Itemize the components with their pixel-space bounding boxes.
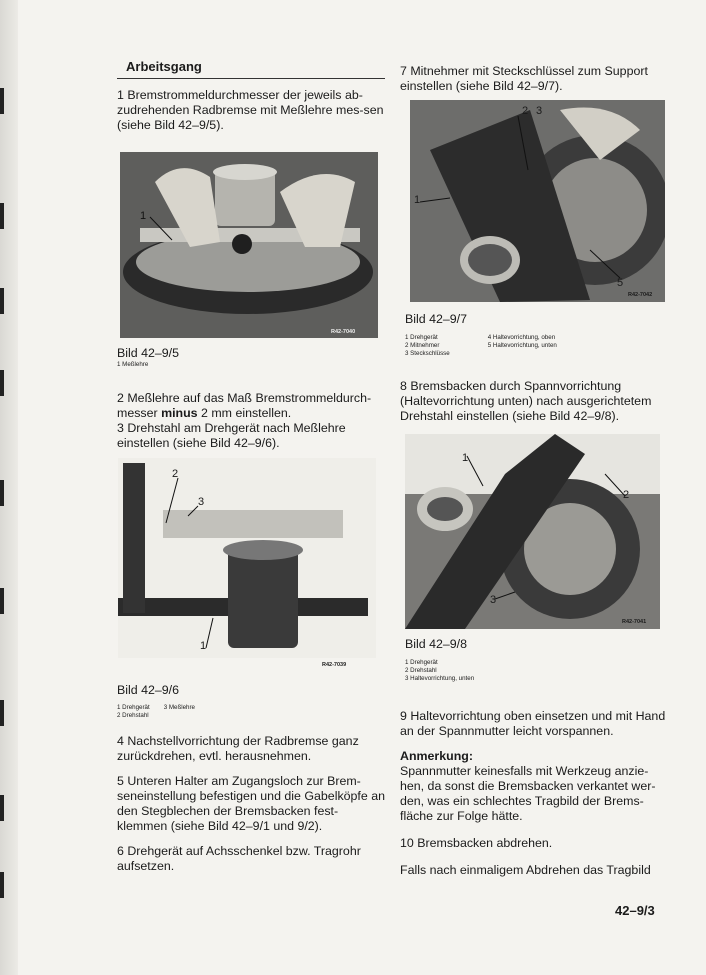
legend-item: 5 Haltevorrichtung, unten bbox=[487, 342, 557, 349]
steps-4-6 bbox=[117, 734, 385, 874]
note-title: Anmerkung: bbox=[400, 749, 473, 763]
callout-label: 3 bbox=[198, 496, 205, 508]
step-text: Unteren Halter am Zugangsloch zur Brem-seneinstellung befestigen und die Gabelköpfe an den Stegblechen der Bremsbacken fest-klemmen (siehe Bild 42–9/1 und 9/2). bbox=[117, 774, 385, 833]
punch-hole bbox=[0, 88, 4, 114]
step-1 bbox=[117, 88, 385, 133]
figure-caption: Bild 42–9/7 bbox=[405, 312, 468, 326]
step-text: Meßlehre auf das Maß Bremstrommeldurch-messer bbox=[117, 391, 372, 420]
step-text: Drehgerät auf Achsschenkel bzw. Tragrohr aufsetzen. bbox=[117, 844, 361, 873]
callout-label: 1 bbox=[414, 194, 421, 206]
page-binding-edge bbox=[0, 0, 18, 975]
callout-label: 3 bbox=[536, 105, 543, 117]
continuation-text: Falls nach einmaligem Abdrehen das Tragbild bbox=[400, 863, 651, 877]
step-number: 10 bbox=[400, 836, 414, 850]
step-text: 2 mm einstellen. bbox=[201, 406, 292, 420]
step-text: Mitnehmer mit Steckschlüssel zum Support einstellen (siehe Bild 42–9/7). bbox=[400, 64, 648, 93]
step-number: 6 bbox=[117, 844, 124, 858]
callout-label: 1 bbox=[200, 640, 207, 652]
step-text: Haltevorrichtung oben einsetzen und mit Hand an der Spannmutter leicht vorspannen. bbox=[400, 709, 666, 738]
step-number: 7 bbox=[400, 64, 407, 78]
figure-code: R42-7039 bbox=[322, 662, 347, 668]
punch-hole bbox=[0, 588, 4, 614]
figure-caption: Bild 42–9/5 bbox=[117, 346, 180, 360]
callout-label: 1 bbox=[140, 210, 147, 222]
heading-rule bbox=[117, 78, 385, 79]
step-8 bbox=[400, 379, 672, 424]
legend-item: 1 Drehgerät bbox=[117, 704, 150, 711]
legend-item: 3 Haltevorrichtung, unten bbox=[405, 675, 475, 682]
step-9-and-note bbox=[400, 709, 672, 878]
step-number: 3 bbox=[117, 421, 124, 435]
legend-item: 1 Drehgerät bbox=[405, 334, 438, 341]
legend-item: 1 Meßlehre bbox=[117, 361, 149, 368]
callout-label: 2 bbox=[172, 468, 179, 480]
section-heading: Arbeitsgang bbox=[126, 59, 202, 74]
figure-caption: Bild 42–9/6 bbox=[117, 683, 180, 697]
step-number: 1 bbox=[117, 88, 124, 102]
photo-bild-42-9-6 bbox=[118, 458, 376, 658]
step-7 bbox=[400, 64, 672, 94]
page-number: 42–9/3 bbox=[615, 903, 655, 918]
step-number: 8 bbox=[400, 379, 407, 393]
punch-hole bbox=[0, 203, 4, 229]
step-text: Bremsbacken durch Spannvorrichtung (Haltevorrichtung unten) nach ausgerichtetem Drehstahl einstellen (siehe Bild 42–9/8). bbox=[400, 379, 652, 423]
legend-item: 1 Drehgerät bbox=[405, 659, 438, 666]
legend-item: 4 Haltevorrichtung, oben bbox=[487, 334, 556, 341]
step-text: Bremstrommeldurchmesser der jeweils ab-zudrehenden Radbremse mit Meßlehre mes-sen (siehe Bild 42–9/5). bbox=[117, 88, 384, 132]
figure-code: R42-7042 bbox=[628, 292, 653, 298]
punch-hole bbox=[0, 480, 4, 506]
punch-hole bbox=[0, 795, 4, 821]
step-number: 5 bbox=[117, 774, 124, 788]
photo-bild-42-9-8 bbox=[405, 434, 660, 629]
legend-item: 3 Steckschlüsse bbox=[405, 350, 450, 357]
callout-label: 3 bbox=[490, 594, 497, 606]
punch-hole bbox=[0, 288, 4, 314]
figure-legend bbox=[117, 704, 277, 720]
figure-caption: Bild 42–9/8 bbox=[405, 637, 468, 651]
note-text: Spannmutter keinesfalls mit Werkzeug anzie-hen, da sonst die Bremsbacken verkantet wer-den, was ein schlechtes Tragbild der Brems-fläche zur Folge hätte. bbox=[400, 764, 656, 823]
punch-hole bbox=[0, 370, 4, 396]
figure-legend bbox=[117, 361, 148, 369]
callout-label: 2 bbox=[623, 489, 630, 501]
legend-item: 2 Drehstahl bbox=[117, 712, 149, 719]
punch-hole bbox=[0, 872, 4, 898]
callout-label: 1 bbox=[462, 452, 469, 464]
figure-code: R42-7040 bbox=[331, 329, 356, 335]
legend-item: 2 Drehstahl bbox=[405, 667, 437, 674]
legend-item: 3 Meßlehre bbox=[163, 704, 195, 711]
steps-2-3 bbox=[117, 391, 385, 451]
photo-bild-42-9-5 bbox=[120, 152, 378, 338]
step-number: 4 bbox=[117, 734, 124, 748]
punch-hole bbox=[0, 700, 4, 726]
callout-label: 5 bbox=[617, 277, 624, 289]
step-number: 2 bbox=[117, 391, 124, 405]
legend-item: 2 Mitnehmer bbox=[405, 342, 440, 349]
figure-legend bbox=[405, 334, 665, 358]
emphasis-text: minus bbox=[161, 406, 198, 420]
callout-label: 2 bbox=[522, 105, 529, 117]
figure-legend bbox=[405, 659, 474, 683]
step-text: Drehstahl am Drehgerät nach Meßlehre einstellen (siehe Bild 42–9/6). bbox=[117, 421, 346, 450]
photo-bild-42-9-7 bbox=[410, 100, 665, 302]
step-text: Nachstellvorrichtung der Radbremse ganz zurückdrehen, evtl. herausnehmen. bbox=[117, 734, 359, 763]
step-text: Bremsbacken abdrehen. bbox=[417, 836, 553, 850]
step-number: 9 bbox=[400, 709, 407, 723]
figure-code: R42-7041 bbox=[622, 619, 647, 625]
